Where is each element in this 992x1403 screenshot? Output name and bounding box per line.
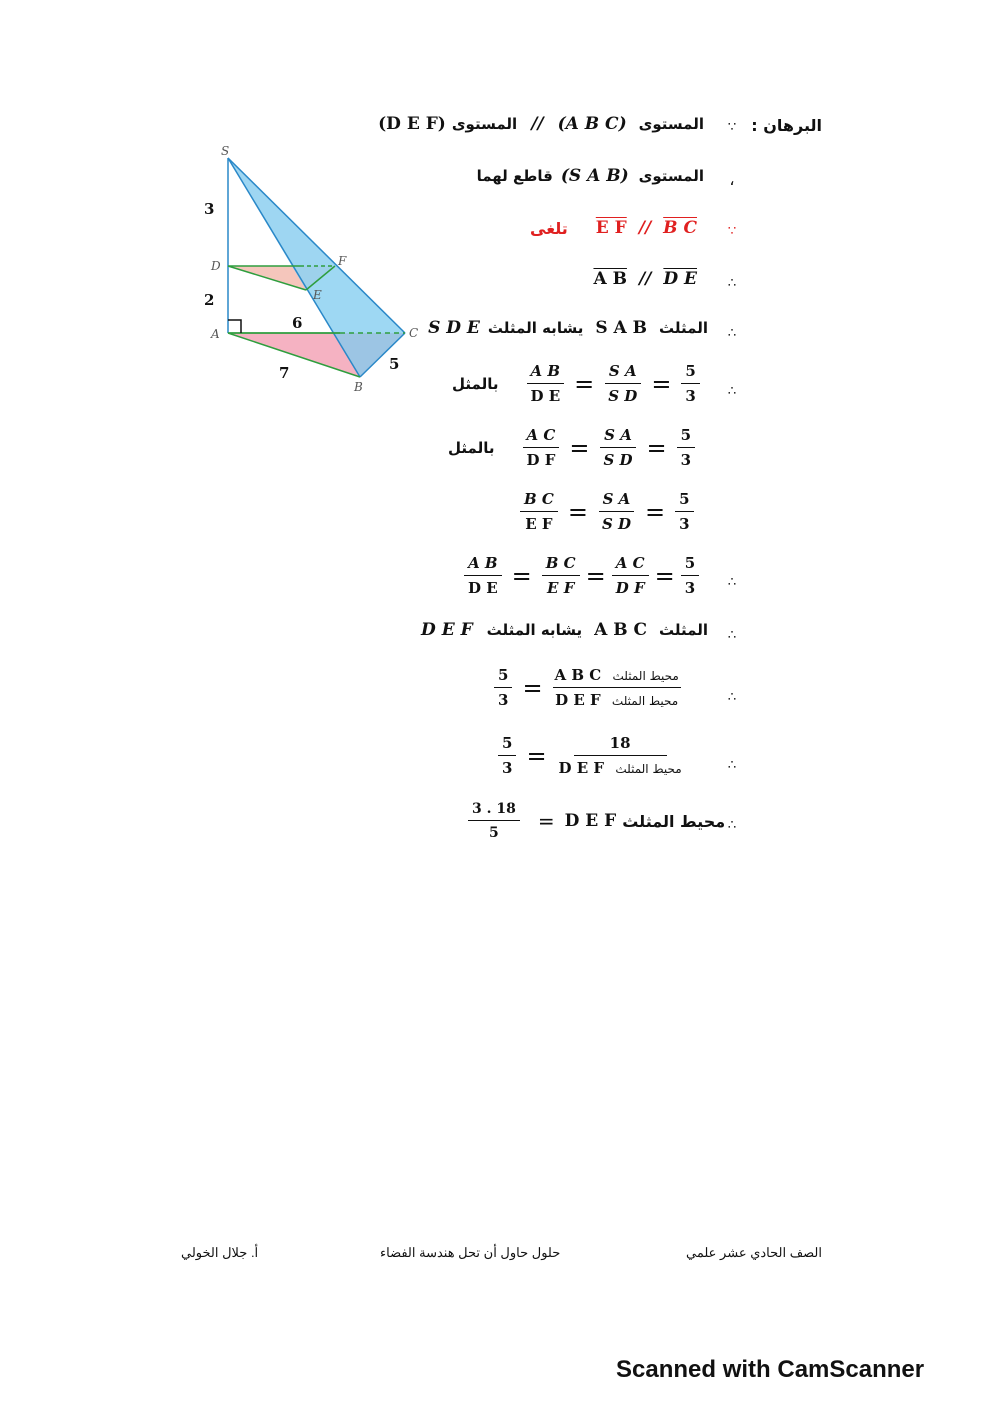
proof-line-12: $\frac{5}{3}$ = $\frac{18}{\text{D E F محيط المثلث}}$ (498, 736, 684, 776)
perimeter-word: محيط المثلث (622, 811, 726, 831)
proof-line-11: $\frac{5}{3}$ = $\frac{\text{A B C محيط المثلث}}{\text{D E F محيط المثلث}}$ (494, 668, 681, 708)
edge-sc (228, 158, 405, 333)
proof-line-10 (421, 620, 708, 640)
vertex-b-label: B (354, 380, 363, 394)
plane-word: المستوى (638, 167, 704, 185)
proof-line-5 (428, 318, 708, 338)
ratio-ac-df: $\frac{\text{A C}}{\text{D F}}$ (522, 428, 559, 468)
word-triangle: المثلث (659, 621, 708, 639)
vertex-s-label: S (221, 144, 230, 158)
ratio-ab-de: $\frac{\text{A B}}{\text{D E}}$ (464, 556, 502, 596)
ratio-ab-de: $\frac{\text{A B}}{\text{D E}}$ (526, 364, 564, 404)
ratio-sa-sd: $\frac{\text{S A}}{\text{S D}}$ (598, 492, 635, 532)
length-da-label: 2 (204, 291, 215, 309)
therefore-symbol: ∴ (727, 326, 737, 341)
ratio-5-3: $\frac{5}{3}$ (498, 736, 516, 776)
ratio-ac-df: $\frac{\text{A C}}{\text{D F}}$ (612, 556, 649, 596)
perimeter-ratio: $\frac{18}{\text{D E F محيط المثلث}}$ (558, 734, 682, 777)
vertex-a-label: A (211, 327, 220, 341)
segment-ef: E F (595, 218, 627, 238)
therefore-symbol: ∴ (727, 758, 737, 773)
intersect-text: قاطع لهما (476, 167, 553, 185)
similar-text: يشابه المثلث (487, 319, 584, 337)
therefore-symbol: ∴ (727, 276, 737, 291)
similarly-note: بالمثل (452, 375, 499, 393)
segment-ab: A B (593, 269, 627, 289)
ratio-bc-ef: $\frac{\text{B C}}{\text{E F}}$ (520, 492, 558, 532)
triangle-abc: A B C (594, 620, 648, 640)
therefore-symbol: ∴ (727, 818, 737, 833)
camscanner-watermark: Scanned with CamScanner (616, 1356, 925, 1383)
proof-label: البرهان : (751, 116, 822, 135)
vertex-e-label: E (313, 288, 322, 302)
therefore-symbol: ∴ (727, 690, 737, 705)
ratio-sa-sd: $\frac{\text{S A}}{\text{S D}}$ (604, 364, 641, 404)
proof-line-7: بالمثل $\frac{\text{A C}}{\text{D F}}$ = $\frac{\text{S A}}{\text{S D}}$ = $\frac{5}{3}$ (448, 428, 695, 468)
similar-text: يشابه المثلث (486, 621, 583, 639)
proof-line-8: $\frac{\text{B C}}{\text{E F}}$ = $\frac{\text{S A}}{\text{S D}}$ = $\frac{5}{3}$ (520, 492, 694, 532)
cancel-note: تلغى (530, 218, 568, 238)
proof-line-3 (530, 218, 697, 238)
ratio-5-3: $\frac{5}{3}$ (681, 556, 699, 596)
proof-line-1 (378, 114, 704, 134)
proof-line-13: $\frac{3 . 18}{5}$ = D E F محيط المثلث (468, 802, 725, 840)
footer-teacher: أ. جلال الخولي (181, 1245, 259, 1260)
proof-line-4 (593, 269, 697, 289)
comma-symbol: ، (729, 170, 735, 189)
right-angle-mark (228, 320, 241, 333)
ratio-sa-sd: $\frac{\text{S A}}{\text{S D}}$ (599, 428, 636, 468)
triangle-sde: S D E (428, 318, 480, 338)
plane-word-2: المستوى (451, 115, 518, 133)
segment-bc: B C (663, 218, 697, 238)
vertex-c-label: C (409, 326, 419, 340)
triangle-def: D E F (421, 620, 473, 640)
ratio-5-3: $\frac{5}{3}$ (494, 668, 512, 708)
plane-sab: (S A B) (560, 166, 629, 186)
parallel-sign: // (638, 218, 652, 238)
ratio-5-3: $\frac{5}{3}$ (681, 364, 699, 404)
length-sd-label: 3 (204, 200, 215, 218)
proof-line-9: $\frac{\text{A B}}{\text{D E}}$ = $\frac{\text{B C}}{\text{E F}}$ = $\frac{\text{A C}}{\text{D F}}$ = $\frac{5}{3}$ (464, 556, 699, 596)
proof-line-6: بالمثل $\frac{\text{A B}}{\text{D E}}$ = $\frac{\text{S A}}{\text{S D}}$ = $\frac{5}{3}$ (452, 364, 700, 404)
therefore-symbol: ∴ (727, 575, 737, 590)
plane-def: (D E F) (378, 114, 446, 134)
footer-subject: حلول حاول أن تحل هندسة الفضاء (380, 1245, 561, 1260)
ratio-5-3: $\frac{5}{3}$ (677, 428, 695, 468)
length-ab-label: 7 (279, 364, 290, 382)
parallel-sign: // (531, 114, 544, 134)
plane-abc: (A B C) (557, 114, 627, 134)
ratio-5-3: $\frac{5}{3}$ (675, 492, 693, 532)
footer-class: الصف الحادي عشر علمي (686, 1245, 822, 1260)
word-triangle: المثلث (659, 319, 708, 337)
perimeter-ratio: $\frac{\text{A B C محيط المثلث}}{\text{D E F محيط المثلث}}$ (554, 666, 679, 709)
vertex-d-label: D (211, 259, 221, 273)
perimeter-result: $\frac{3 . 18}{5}$ (468, 802, 520, 840)
pyramid-figure (195, 138, 430, 400)
plane-word: المستوى (638, 115, 704, 133)
therefore-symbol: ∴ (727, 384, 737, 399)
proof-line-2 (477, 166, 704, 186)
length-ac-label: 6 (292, 314, 303, 332)
ratio-bc-ef: $\frac{\text{B C}}{\text{E F}}$ (542, 556, 580, 596)
triangle-sab: S A B (595, 318, 648, 338)
triangle-def: D E F (564, 811, 617, 831)
similarly-note: بالمثل (448, 439, 495, 457)
because-symbol: ∵ (727, 120, 737, 135)
therefore-symbol: ∴ (727, 628, 737, 643)
segment-de: D E (663, 269, 697, 289)
because-symbol: ∵ (727, 224, 737, 239)
length-bc-label: 5 (389, 355, 400, 373)
vertex-f-label: F (338, 254, 347, 268)
parallel-sign: // (638, 269, 652, 289)
